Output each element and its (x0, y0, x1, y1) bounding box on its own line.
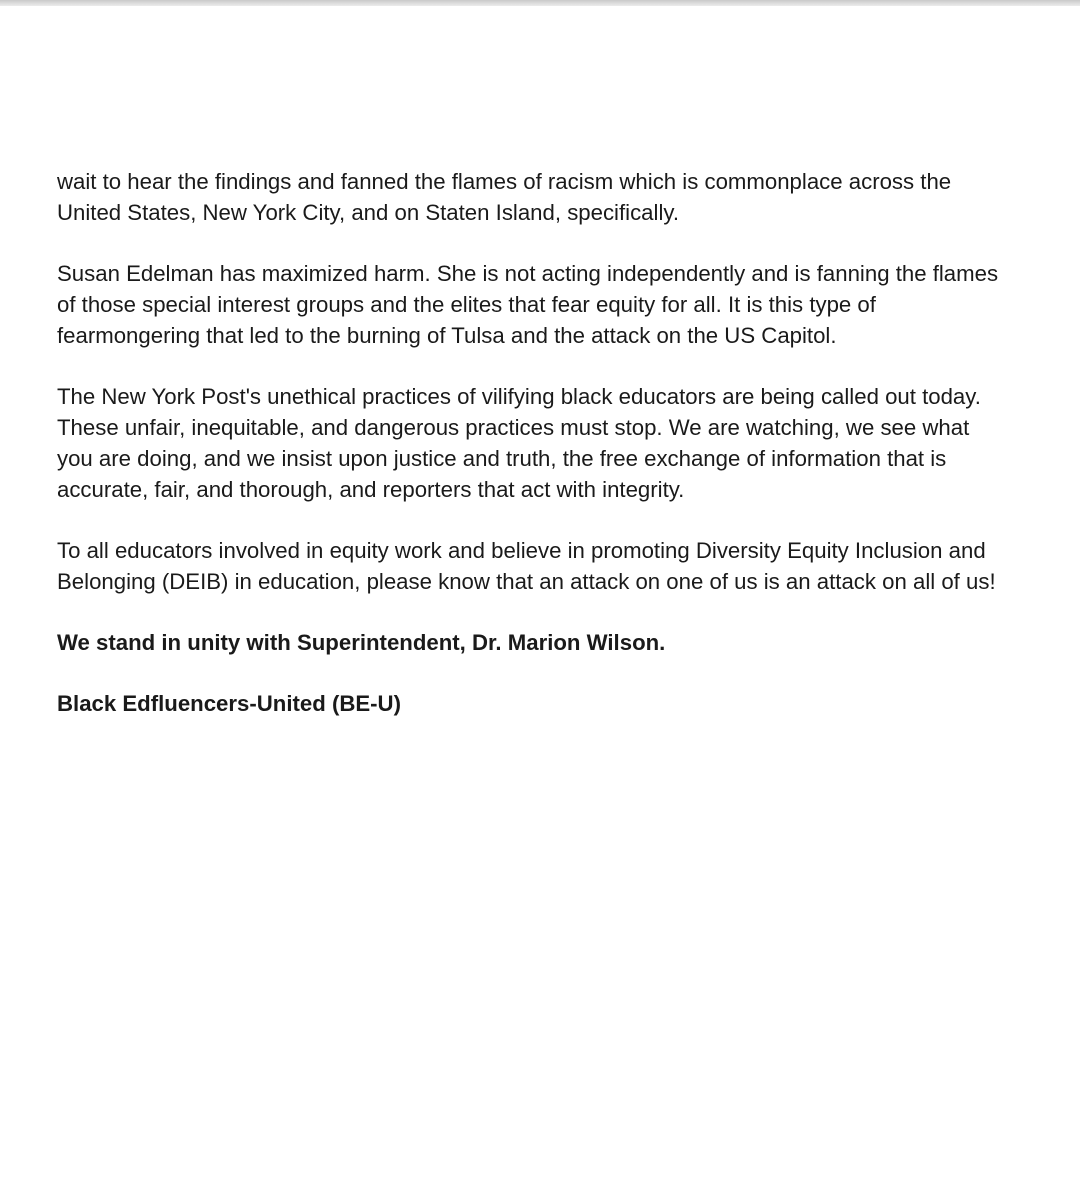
text-line: These unfair, inequitable, and dangerous practices must stop. We are watching, we see what (57, 415, 970, 440)
text-line: To all educators involved in equity work and believe in promoting Diversity Equity Inclusion and (57, 538, 986, 563)
text-line: Susan Edelman has maximized harm. She is not acting independently and is fanning the flames (57, 261, 999, 286)
text-line: fearmongering that led to the burning of Tulsa and the attack on the US Capitol. (57, 323, 837, 348)
text-line: The New York Post's unethical practices of vilifying black educators are being called out today. (57, 384, 981, 409)
paragraph-edelman (57, 258, 1067, 351)
paragraph-educators (57, 535, 1067, 597)
document-body (57, 166, 1067, 749)
closing-statement: We stand in unity with Superintendent, Dr. Marion Wilson. (57, 630, 666, 655)
paragraph-new-york-post (57, 381, 1067, 505)
signature: Black Edfluencers-United (BE-U) (57, 691, 401, 716)
text-line: United States, New York City, and on Staten Island, specifically. (57, 200, 679, 225)
paragraph-findings (57, 166, 1067, 228)
document-page (0, 6, 1080, 1190)
text-line: Belonging (DEIB) in education, please know that an attack on one of us is an attack on all of us! (57, 569, 996, 594)
text-line: of those special interest groups and the elites that fear equity for all. It is this type of (57, 292, 876, 317)
text-line: you are doing, and we insist upon justice and truth, the free exchange of information that is (57, 446, 947, 471)
text-line: wait to hear the findings and fanned the flames of racism which is commonplace across the (57, 169, 952, 194)
text-line: accurate, fair, and thorough, and reporters that act with integrity. (57, 477, 685, 502)
